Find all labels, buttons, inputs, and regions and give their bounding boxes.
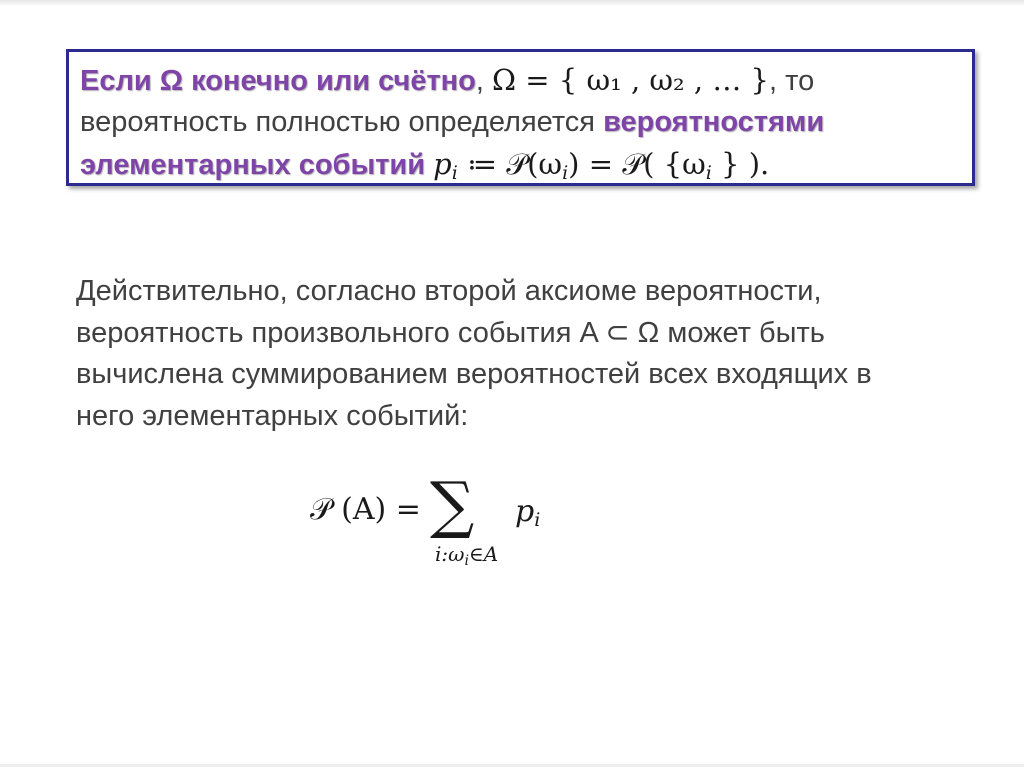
formula-lhs: 𝒫 (A) =: [310, 492, 421, 527]
slide-top-edge: [0, 0, 1024, 6]
paragraph-line-3: вычислена суммированием вероятностей всех входящих в: [76, 358, 872, 390]
formula-rhs: $p_i$: [515, 494, 541, 531]
paragraph-line-1: Действительно, согласно второй аксиоме вероятности,: [76, 275, 822, 307]
definition-line-3: [80, 146, 769, 191]
omega-set-formula: Ω = { ω₁ , ω₂ , … }: [492, 63, 769, 97]
definition-line-1: Если Ω конечно или счётно, Ω = { ω₁ , ω₂ , … }, то: [80, 63, 815, 97]
definition-highlight-elementary-events: элементарных событий: [80, 149, 426, 181]
paragraph-line-4: него элементарных событий:: [76, 400, 469, 432]
elementary-probability-formula: pi ≔ 𝒫(ωi) = 𝒫( {ωi } ).: [433, 147, 770, 184]
sum-index-condition: $i:\omega_i\in A$: [435, 542, 499, 569]
definition-line-2: вероятность полностью определяется вероятностями: [80, 106, 825, 138]
paragraph-line-2: вероятность произвольного события A ⊂ Ω может быть: [76, 317, 825, 349]
sum-formula: [310, 470, 600, 570]
sum-symbol: ∑: [430, 468, 475, 541]
definition-highlight-term: Если Ω конечно или счётно: [80, 65, 476, 97]
definition-highlight-probabilities: вероятностями: [603, 106, 825, 138]
